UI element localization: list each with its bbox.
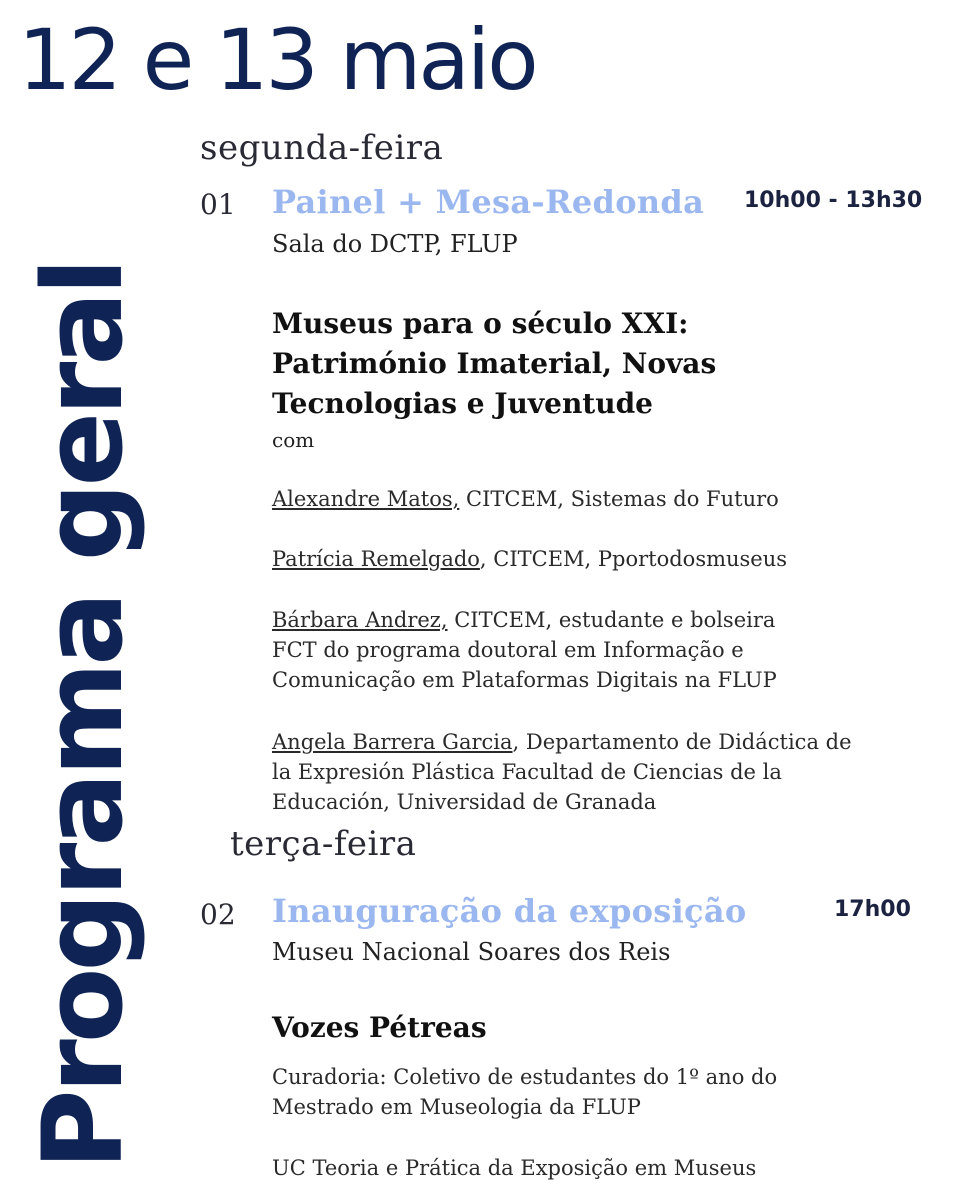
participant [272, 727, 852, 817]
curation-line: Curadoria: Coletivo de estudantes do 1º ano do [272, 1065, 778, 1089]
participant-name[interactable]: Patrícia Remelgado [272, 547, 480, 571]
participant-affiliation: CITCEM, estudante e bolseira FCT do programa doutoral em Informação e Comunicação em Plataformas Digitais na FLUP [272, 608, 777, 692]
exhibition-title: Vozes Pétreas [272, 1011, 487, 1044]
vertical-title: Programa geral [19, 261, 147, 1170]
event1-venue: Sala do DCTP, FLUP [272, 230, 518, 258]
event1-theme-line: Museus para o século XXI: [272, 307, 689, 340]
uc-line: UC Teoria e Prática da Exposição em Museus [272, 1156, 757, 1180]
event1-title: Painel + Mesa-Redonda [272, 183, 705, 221]
participant-affiliation: , CITCEM, Pportodosmuseus [479, 547, 788, 571]
event1-theme-line: Património Imaterial, Novas [272, 347, 717, 380]
event1-theme-line: Tecnologias e Juventude [272, 387, 653, 420]
event1-number: 01 [200, 188, 236, 221]
curation-line: Mestrado em Museologia da FLUP [272, 1095, 641, 1119]
participant-affiliation: , Departamento de Didáctica de la Expresión Plástica Facultad de Ciencias de la Educación, Universidad de Granada [272, 730, 852, 814]
participant [272, 484, 912, 514]
participant-name[interactable]: Angela Barrera Garcia [272, 730, 513, 754]
event2-number: 02 [200, 898, 236, 931]
date-heading: 12 e 13 maio [18, 11, 536, 109]
event2-title: Inauguração da exposição [272, 892, 747, 930]
event1-theme [272, 304, 832, 424]
event2-venue: Museu Nacional Soares dos Reis [272, 938, 671, 966]
participant [272, 605, 812, 695]
participant [272, 544, 912, 574]
day1-label: segunda-feira [200, 128, 444, 168]
day2-label: terça-feira [230, 824, 417, 864]
participant-name[interactable]: Alexandre Matos, [272, 487, 460, 511]
event1-time: 10h00 - 13h30 [744, 188, 923, 213]
with-label: com [272, 428, 315, 452]
participant-affiliation: CITCEM, Sistemas do Futuro [459, 487, 779, 511]
participant-name[interactable]: Bárbara Andrez, [272, 608, 448, 632]
event2-time: 17h00 [834, 897, 911, 922]
curation [272, 1062, 912, 1122]
